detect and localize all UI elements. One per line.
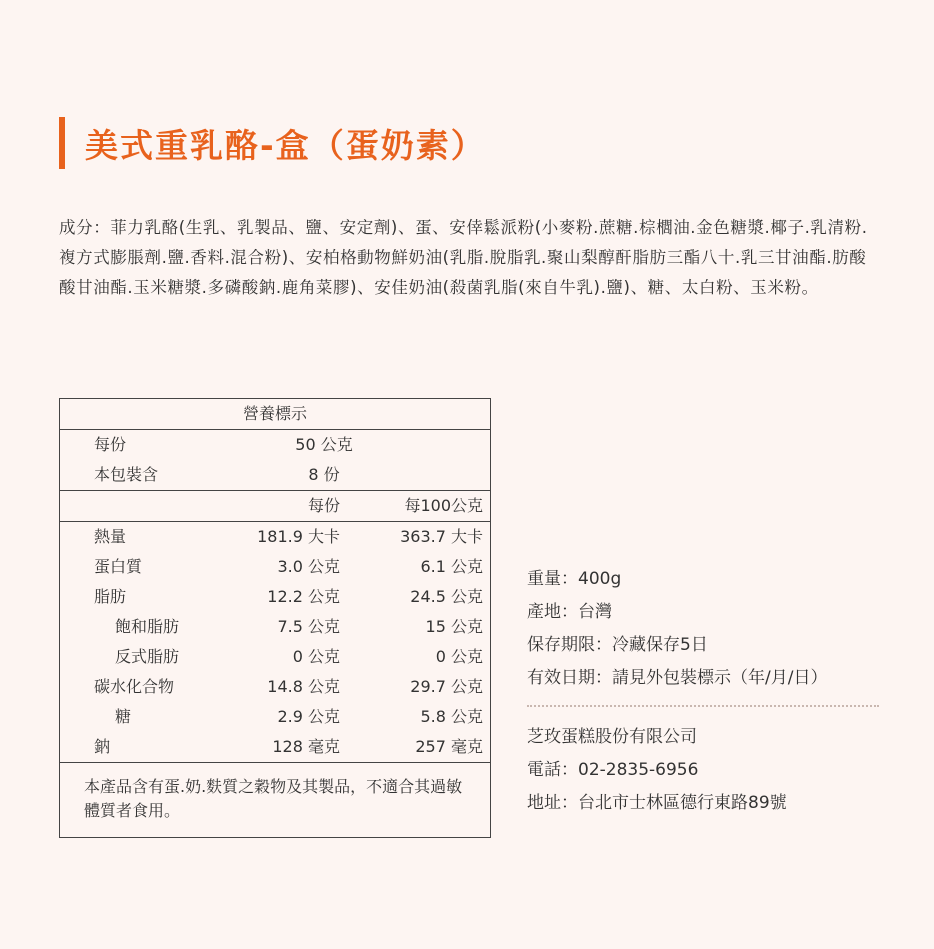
product-info	[527, 563, 879, 820]
title-section	[59, 117, 486, 169]
weight-text: 重量：400g	[527, 569, 622, 589]
nutrient-row	[60, 642, 490, 672]
dotted-divider	[527, 705, 879, 707]
company-info	[527, 721, 879, 820]
serving-row	[60, 430, 490, 460]
serving-block	[60, 430, 490, 491]
nutrient-row	[60, 702, 490, 732]
nutrient-per-100g: 0 公克	[435, 647, 483, 666]
nutrient-row	[60, 732, 490, 762]
nutrient-label: 碳水化合物	[94, 677, 175, 696]
product-title: 美式重乳酪-盒（蛋奶素）	[85, 125, 486, 165]
company-name: 芝玫蛋糕股份有限公司	[527, 727, 697, 747]
allergen-note: 本產品含有蛋.奶.麩質之穀物及其製品，不適合其過敏體質者食用。	[84, 777, 463, 820]
company-phone: 電話：02-2835-6956	[527, 760, 699, 780]
nutrient-per-serving: 0 公克	[292, 647, 340, 666]
ingredients-text: 成分：菲力乳酪(生乳、乳製品、鹽、安定劑)、蛋、安倖鬆派粉(小麥粉.蔗糖.棕櫚油.金色糖漿.椰子.乳清粉.複方式膨脹劑.鹽.香料.混合粉)、安柏格動物鮮奶油(乳脂.脫脂乳.聚山梨醇酐脂肪三酯八十.乳三甘油酯.肪酸酸甘油酯.玉米糖漿.多磷酸鈉.鹿角菜膠)、安佳奶油(殺菌乳脂(來自牛乳).鹽)、糖、太白粉、玉米粉。	[59, 218, 868, 297]
nutrient-row	[60, 612, 490, 642]
nutrient-per-serving: 2.9 公克	[277, 707, 340, 726]
nutrient-per-100g: 15 公克	[425, 617, 483, 636]
column-header-row	[60, 491, 490, 521]
nutrient-per-serving: 3.0 公克	[277, 557, 340, 576]
nutrient-label: 飽和脂肪	[115, 617, 180, 636]
nutrient-per-serving: 7.5 公克	[277, 617, 340, 636]
count-row	[60, 460, 490, 490]
nutrient-row	[60, 552, 490, 582]
nutrient-row	[60, 582, 490, 612]
title-accent-bar	[59, 117, 65, 169]
nutrient-per-100g: 257 毫克	[415, 737, 483, 756]
company-address: 地址：台北市士林區德行東路89號	[527, 793, 787, 813]
nutrient-per-100g: 29.7 公克	[410, 677, 483, 696]
column-header-block	[60, 491, 490, 522]
nutrient-per-serving: 14.8 公克	[267, 677, 340, 696]
nutrient-label: 脂肪	[94, 587, 127, 606]
nutrient-per-100g: 363.7 大卡	[400, 527, 483, 546]
nutrient-per-serving: 128 毫克	[272, 737, 340, 756]
nutrient-row	[60, 522, 490, 552]
nutrient-per-serving: 181.9 大卡	[257, 527, 340, 546]
nutrition-heading: 營養標示	[60, 399, 490, 430]
nutrient-label: 反式脂肪	[115, 647, 180, 666]
col-per-100g: 每100公克	[404, 496, 483, 515]
origin-text: 產地：台灣	[527, 602, 612, 622]
nutrient-label: 鈉	[94, 737, 111, 756]
nutrient-per-serving: 12.2 公克	[267, 587, 340, 606]
nutrient-label: 蛋白質	[94, 557, 143, 576]
count-value: 8 份	[308, 465, 340, 484]
nutrient-label: 糖	[115, 707, 132, 726]
nutrient-per-100g: 6.1 公克	[420, 557, 483, 576]
nutrient-per-100g: 5.8 公克	[420, 707, 483, 726]
expiry-text: 有效日期：請見外包裝標示（年/月/日）	[527, 668, 828, 688]
nutrition-table	[59, 398, 491, 838]
nutrient-label: 熱量	[94, 527, 127, 546]
storage-text: 保存期限：冷藏保存5日	[527, 635, 708, 655]
count-label: 本包裝含	[94, 465, 159, 484]
serving-value: 50 公克	[295, 435, 353, 454]
serving-label: 每份	[94, 435, 127, 454]
nutrient-row	[60, 672, 490, 702]
nutrient-rows	[60, 522, 490, 763]
col-per-serving: 每份	[307, 496, 340, 515]
nutrient-per-100g: 24.5 公克	[410, 587, 483, 606]
